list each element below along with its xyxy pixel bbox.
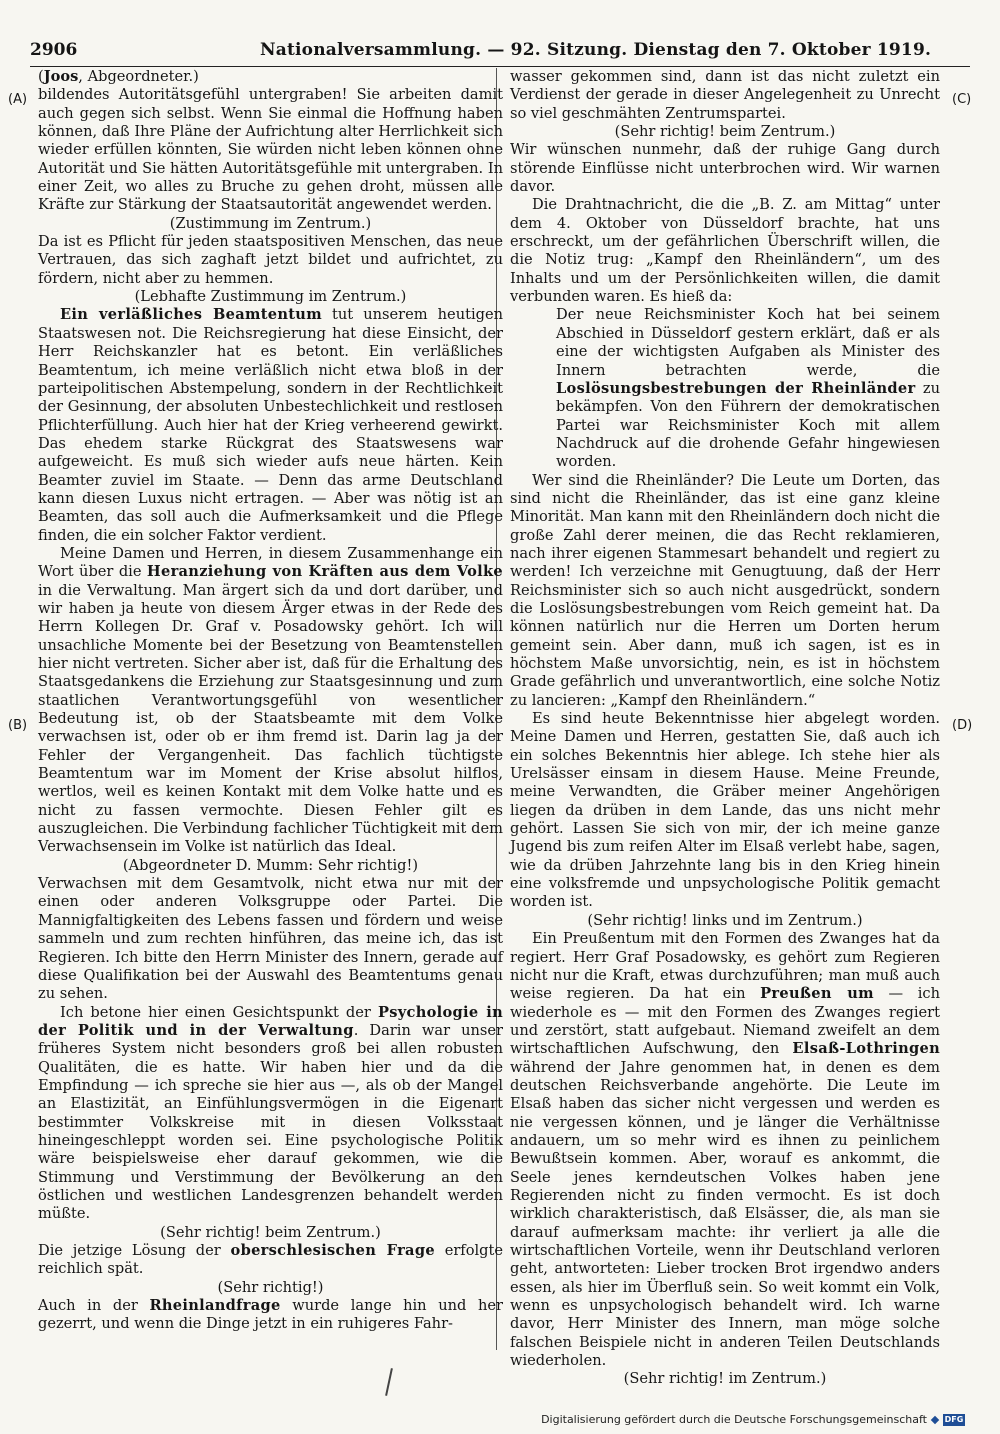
quote-text: zu bekämpfen. Von den Führern der demokratischen Partei war Reichsminister Koch mit allem Nachdruck auf die drohende Gefahr hingewiesen worden. [556,379,940,471]
paragraph: Wir wünschen nunmehr, daß der ruhige Gang durch störende Einflüsse nicht unterbrochen wird. Wir warnen davor. [510,141,940,196]
paragraph: Verwachsen mit dem Gesamtvolk, nicht etwa nur mit der einen oder anderen Volksgruppe oder Partei. Die Mannigfaltigkeiten des Lebens fassen und fördern und weise sammeln und zum rechten hinführen, das meine ich, das ist Regieren. Ich bitte den Herrn Minister des Innern, gerade auf diese Qualifikation bei der Auswahl des Beamtentums genau zu sehen. [38,875,503,1003]
interjection: (Zustimmung im Zentrum.) [169,214,372,232]
paragraph-text: Die jetzige Lösung der [38,1242,231,1259]
page-number: 2906 [30,40,78,60]
speaker-line [38,68,503,86]
paragraph-text: . Darin war unser früheres System nicht besonders groß bei allen robusten Qualitäten, die es hatte. Wir haben hier und da die Empfindung — ich spreche sie hier aus —, als ob der Mangel an Elastizität, an Einfühlungsvermögen in die Eigenart bestimmter Volkskreise mit in diesen Volksstaat hineingeschleppt worden sei. Eine psychologische Politik wäre beispielsweise eher darauf gekommen, wie die Stimmung und Verstimmung der Bevölkerung an den östlichen und westlichen Landesgrenzen behandelt werden müßte. [38,1021,503,1223]
paragraph-text: Meine Damen und Herren, in diesem Zusammenhange ein Wort über die [38,544,503,581]
paragraph-text: Ein Preußentum mit den Formen des Zwanges hat da regiert. Herr Graf Posadowsky, es gehört zum Regieren nicht nur die Kraft, etwas durchzuführen; man muß auch weise regieren. Da hat ein [510,930,940,1003]
paragraph: Die Drahtnachricht, die die „B. Z. am Mittag“ unter dem 4. Oktober von Düsseldorf brachte, hat uns erschreckt, um der gefährlichen Überschrift willen, die die Notiz trug: „Kampf den Rheinländern“, um des Inhalts und um der Persönlichkeiten willen, die damit verbunden waren. Es hieß da: [510,196,940,306]
dfg-logo: DFG [944,1414,964,1424]
paragraph: Es sind heute Bekenntnisse hier abgelegt worden. Meine Damen und Herren, gestatten Sie, daß auch ich ein solches Bekenntnis hier ablege. Ich stehe hier als Urelsässer einsam in diesem Hause. Meine Freunde, meine Verwandten, die Gräber meiner Angehörigen liegen da drüben in dem Lande, das uns nicht mehr gehört. Lassen Sie sich von mir, der ich meine ganze Jugend bis zum reifen Alter im Elsaß verlebt habe, sagen, wie da drüben Jahrzehnte lang bis in den Krieg hinein eine volksfremde und unpsychologische Politik gemacht worden ist. [510,710,940,911]
emphasis: Ein verläßliches Beamtentum [60,306,322,324]
paragraph [38,1004,503,1224]
interjection: (Sehr richtig! im Zentrum.) [623,1370,827,1388]
paragraph-text: tut unserem heutigen Staatswesen not. Die Reichsregierung hat diese Einsicht, der Herr Reichskanzler hat es betont. Ein verläßliches Beamtentum, ich meine verläßlich nicht etwa bloß in der parteipolitischen Abstempelung, sondern in der Rechtlichkeit der Gesinnung, der absoluten Unbestechlichkeit und restlosen Pflichterfüllung. Auch hier hat der Krieg verheerend gewirkt. Das ehedem starke Rückgrat des Staatswesens war aufgeweicht. Es muß sich wieder aufs neue härten. Kein Beamter zuviel im Staate. — Denn das arme Deutschland kann diesen Luxus nicht ertragen. — Aber was nötig ist an Beamten, das soll auch die Aufmerksamkeit und die Pflege finden, die ein solcher Faktor verdient. [38,306,503,544]
paragraph [38,1297,503,1334]
speaker-role: , Abgeordneter.) [78,68,199,85]
paragraph: Da ist es Pflicht für jeden staatspositiven Menschen, das neue Vertrauen, das sich zaghaft jetzt bildet und aufrichtet, zu fördern, nicht aber zu hemmen. [38,233,503,287]
speaker-open: ( [38,68,44,85]
footer [541,1413,965,1426]
emphasis: Elsaß-Lothringen [792,1040,940,1058]
paragraph: Wer sind die Rheinländer? Die Leute um Dorten, das sind nicht die Rheinländer, das ist eine ganz kleine Minorität. Man kann mit den Rheinländern doch nicht die große Zahl derer meinen, die das Recht reklamieren, nach ihrer eigenen Stammesart behandelt und regiert zu werden! Ich verzeichne mit Genugtuung, daß der Herr Reichsminister sich so auch nicht ausgedrückt, sondern die Loslösungsbestrebungen vom Reich gemeint hat. Da können natürlich nur die Herren um Dorten herum gemeint sein. Aber dann, muß ich sagen, ist es in höchstem Maße unvorsichtig, nein, es ist in höchstem Grade gefährlich und unverantwortlich, eine solche Notiz zu lancieren: „Kampf den Rheinländern.“ [510,471,940,709]
emphasis: Preußen um [760,985,874,1003]
pencil-mark [385,1368,393,1396]
interjection: (Lebhafte Zustimmung im Zentrum.) [134,288,407,306]
paragraph-text: — ich wiederhole es — mit den Formen des Zwanges regiert und zerstört, statt aufgebaut. Niemand zweifelt an dem wirtschaftlichen Aufschwung, den [510,985,940,1058]
interjection: (Sehr richtig! links und im Zentrum.) [587,911,863,929]
margin-mark-c: (C) [952,92,972,107]
paragraph [38,545,503,857]
paragraph: wasser gekommen sind, dann ist das nicht zuletzt ein Verdienst der gerade in dieser Angelegenheit zu Unrecht so viel geschmähten Zentrumspartei. [510,68,940,122]
paragraph [38,1242,503,1279]
interjection: (Sehr richtig!) [217,1278,324,1296]
quote-text: Der neue Reichsminister Koch hat bei seinem Abschied in Düsseldorf gestern erklärt, daß er als eine der wichtigsten Aufgaben als Minister des Innern betrachten werde, die [556,306,940,379]
margin-mark-d: (D) [952,718,973,733]
interjection: (Sehr richtig! beim Zentrum.) [614,123,836,141]
speaker-name: Joos [43,68,79,85]
emphasis: Loslösungsbestrebungen der Rheinländer [556,379,916,397]
block-quote [556,306,940,471]
paragraph-text: während der Jahre genommen hat, in denen es dem deutschen Reichsverbande angehörte. Die Leute im Elsaß haben das sicher nicht vergessen und werden es nie vergessen können, und je länger die Verhältnisse andauern, um so mehr wird es ihnen zu peinlichem Bewußtsein kommen. Aber, worauf es ankommt, die Seele jenes kerndeutschen Volkes haben jene Regierenden nicht zu finden vermocht. Es ist doch wirklich charakteristisch, daß Elsässer, die, als man sie darauf aufmerksam machte: ihr verliert ja alle die wirtschaftlichen Vorteile, wenn ihr Deutschland verloren geht, antworteten: Lieber trocken Brot irgendwo anders essen, als hier im Überfluß sein. So weit kommt ein Volk, wenn es unpsychologisch behandelt wird. Ich warne davor, Herr Minister des Innern, man möge solche falschen Beispiele nicht in anderen Teilen Deutschlands wiederholen. [510,1058,940,1370]
paragraph [38,306,503,544]
margin-mark-a: (A) [8,92,28,107]
paragraph-text: in die Verwaltung. Man ärgert sich da und dort darüber, und wir haben ja heute von diesem Ärger etwas in der Rede des Herrn Kollegen Dr. Graf v. Posadowsky gehört. Ich will unsachliche Momente bei der Besetzung von Beamtenstellen hier nicht vertreten. Sicher aber ist, daß für die Erhaltung des Staatsgedankens die Erziehung zur Staatsgesinnung und zum staatlichen Verantwortungsgefühl von wesentlicher Bedeutung ist, ob der Staatsbeamte mit dem Volke verwachsen ist, oder ob er ihm fremd ist. Darin lag ja der Fehler der Vergangenheit. Das fachlich tüchtigste Beamtentum war im Moment der Krise absolut hilflos, wertlos, weil es keinen Kontakt mit dem Volke hatte und es nicht zu fassen vermochte. Diesen Fehler gilt es auszugleichen. Die Verbindung fachlicher Tüchtigkeit mit dem Verwachsensein im Volke ist natürlich das Ideal. [38,581,503,856]
margin-mark-b: (B) [8,718,28,733]
right-column [510,68,940,1389]
paragraph-text: Auch in der [38,1297,150,1315]
paragraph: bildendes Autoritätsgefühl untergraben! Sie arbeiten damit auch gegen sich selbst. Wenn Sie einmal die Hoffnung haben können, daß Ihre Pläne der Aufrichtung alter Herrlichkeit sich wieder erfüllen könnten, Sie würden nicht leben können ohne Autorität und Sie hätten Autoritätsgefühle mit untergraben. In einer Zeit, wo alles zu Bruche zu gehen droht, müssen alle Kräfte zur Stärkung der Staatsautorität angewendet werden. [38,86,503,214]
footer-text: Digitalisierung gefördert durch die Deutsche Forschungsgemeinschaft [541,1413,927,1426]
running-head: Nationalversammlung. — 92. Sitzung. Dienstag den 7. Oktober 1919. [260,40,932,60]
interjection: (Abgeordneter D. Mumm: Sehr richtig!) [122,856,419,874]
diamond-icon [931,1415,939,1423]
paragraph-text: wurde lange hin und her gezerrt, und wenn die Dinge jetzt in ein ruhigeres Fahr- [38,1297,504,1333]
paragraph-text: erfolgte reichlich spät. [38,1242,504,1278]
emphasis: Rheinlandfrage [149,1297,281,1315]
emphasis: Heranziehung von Kräften aus dem Volke [146,563,503,581]
interjection: (Sehr richtig! beim Zentrum.) [160,1223,381,1241]
paragraph-text: Ich betone hier einen Gesichtspunkt der [60,1003,378,1021]
emphasis: oberschlesischen Frage [230,1242,435,1259]
paragraph [510,930,940,1370]
page-header [30,40,970,67]
emphasis: Psychologie in der Politik und in der Verwaltung [38,1003,503,1039]
left-column [38,68,503,1334]
